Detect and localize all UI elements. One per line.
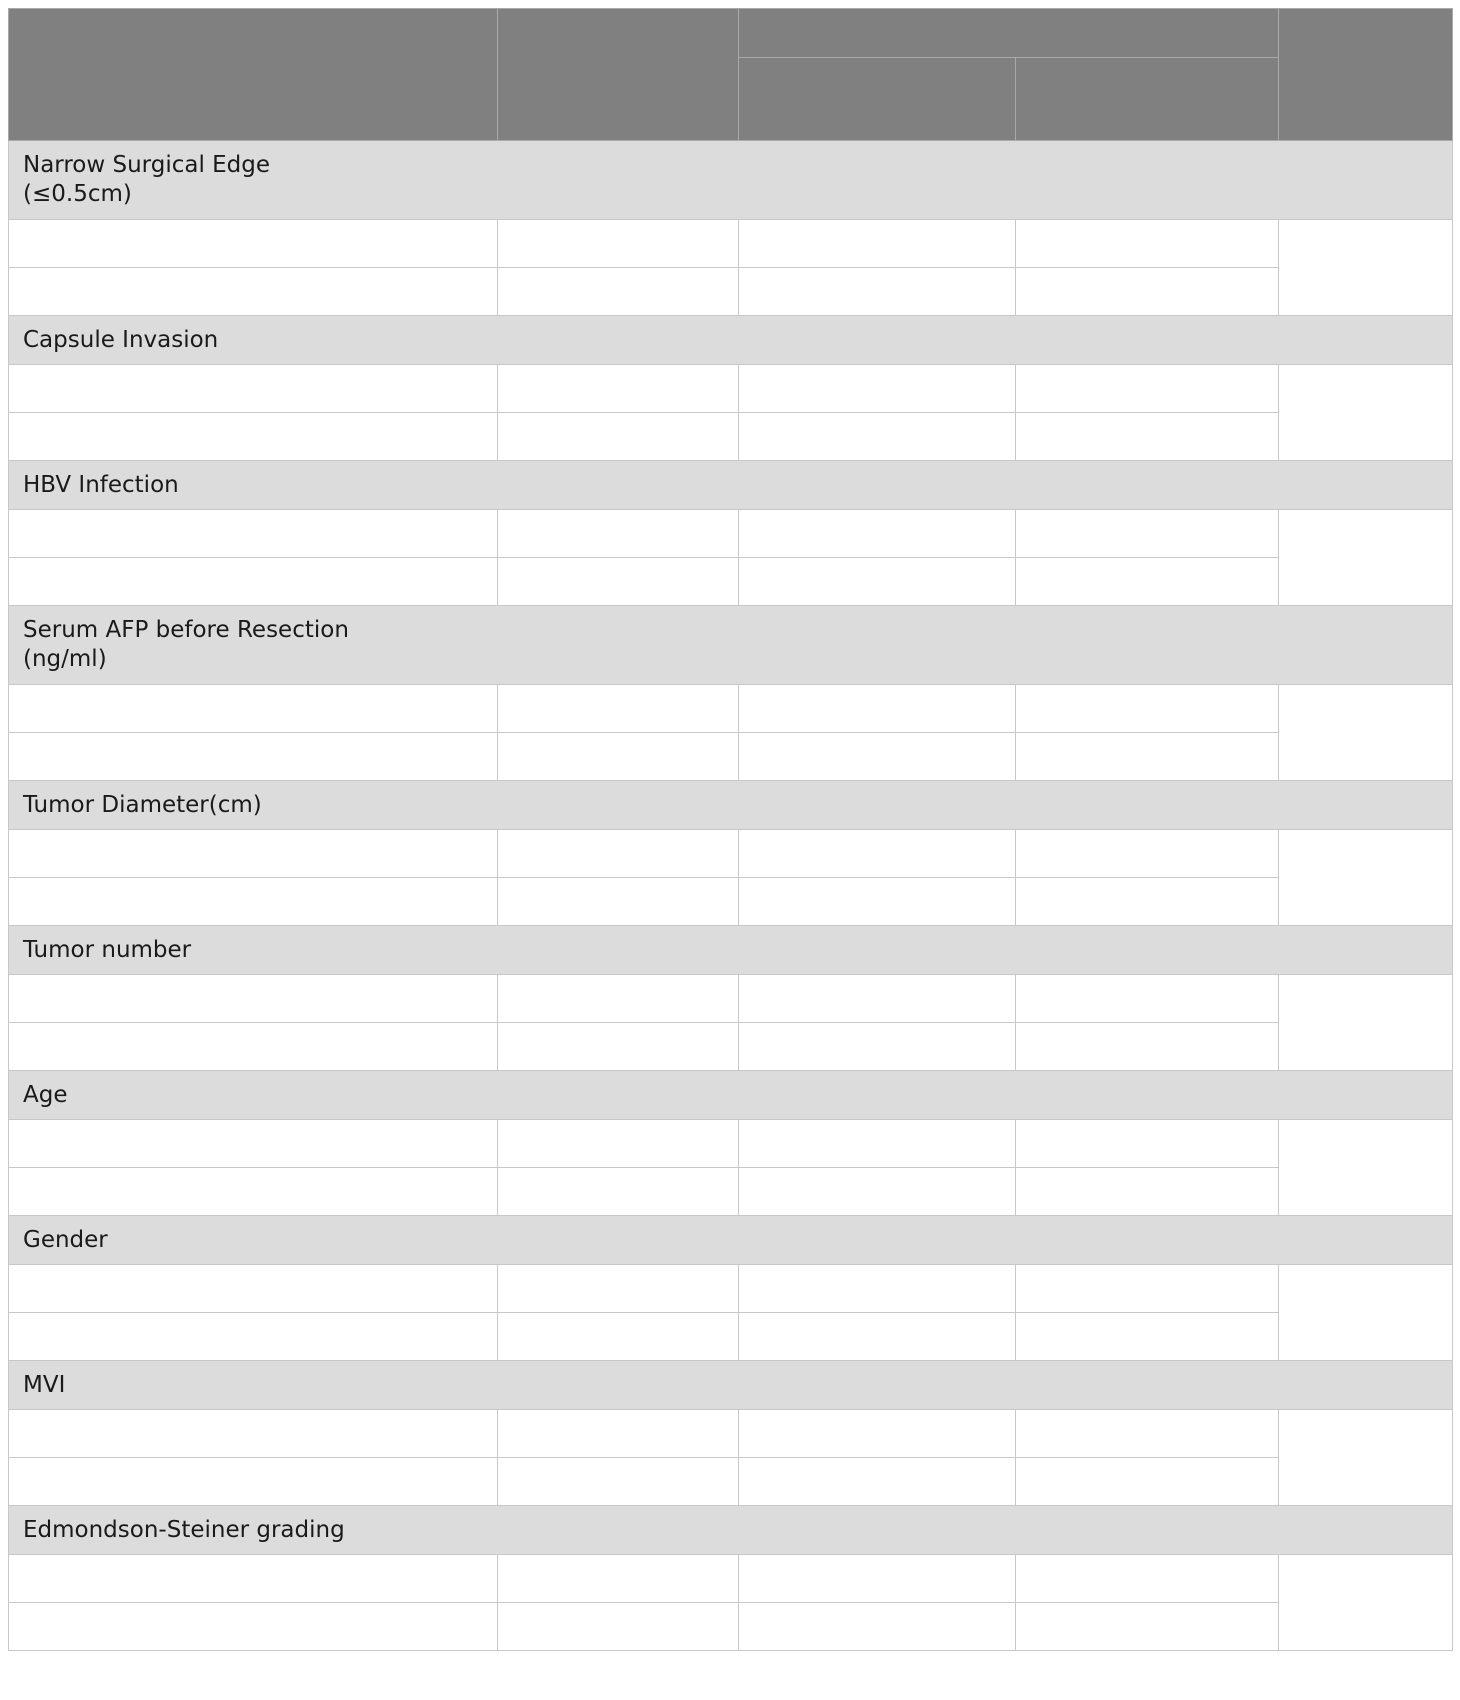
cell-low [1016, 1120, 1279, 1168]
header-cases [498, 9, 739, 141]
cell-label [9, 365, 498, 413]
group-title: Tumor number [9, 926, 1453, 975]
cell-high [739, 733, 1016, 781]
cell-low [1016, 1168, 1279, 1216]
cell-high [739, 558, 1016, 606]
cell-cases [498, 1265, 739, 1313]
table-body [9, 141, 1453, 1651]
table-row [9, 510, 1453, 558]
cell-label [9, 830, 498, 878]
cell-cases [498, 1168, 739, 1216]
table-header [9, 9, 1453, 141]
table-row [9, 1555, 1453, 1603]
cell-low [1016, 1458, 1279, 1506]
group-header-row [9, 926, 1453, 975]
cell-label [9, 1603, 498, 1651]
p-value-cell [1279, 365, 1453, 461]
table-row [9, 220, 1453, 268]
p-value-cell [1279, 1120, 1453, 1216]
cell-high [739, 1120, 1016, 1168]
p-value-cell [1279, 830, 1453, 926]
group-header-row [9, 781, 1453, 830]
cell-high [739, 220, 1016, 268]
cell-high [739, 878, 1016, 926]
cell-high [739, 510, 1016, 558]
cell-low [1016, 413, 1279, 461]
table-row [9, 1265, 1453, 1313]
table-row [9, 830, 1453, 878]
cell-cases [498, 1555, 739, 1603]
cell-cases [498, 1120, 739, 1168]
cell-high [739, 685, 1016, 733]
p-value-cell [1279, 510, 1453, 606]
cell-label [9, 1458, 498, 1506]
table-row [9, 1168, 1453, 1216]
cell-label [9, 1168, 498, 1216]
cell-low [1016, 878, 1279, 926]
group-header-row [9, 141, 1453, 220]
cell-high [739, 830, 1016, 878]
cell-cases [498, 365, 739, 413]
table-row [9, 733, 1453, 781]
p-value-cell [1279, 975, 1453, 1071]
cell-high [739, 1313, 1016, 1361]
cell-low [1016, 1313, 1279, 1361]
cell-high [739, 975, 1016, 1023]
p-value-cell [1279, 220, 1453, 316]
group-header-row [9, 1506, 1453, 1555]
cell-cases [498, 975, 739, 1023]
cell-high [739, 1603, 1016, 1651]
group-title: HBV Infection [9, 461, 1453, 510]
cell-label [9, 268, 498, 316]
cell-high [739, 1410, 1016, 1458]
header-il41-high [739, 58, 1016, 141]
cell-high [739, 413, 1016, 461]
cell-cases [498, 413, 739, 461]
cell-cases [498, 1313, 739, 1361]
group-title: Narrow Surgical Edge (≤0.5cm) [9, 141, 1453, 220]
table-row [9, 685, 1453, 733]
cell-label [9, 413, 498, 461]
cell-cases [498, 830, 739, 878]
cell-cases [498, 1023, 739, 1071]
cell-low [1016, 1265, 1279, 1313]
cell-label [9, 878, 498, 926]
table-container [8, 8, 1452, 1659]
cell-label [9, 685, 498, 733]
table-row [9, 878, 1453, 926]
group-header-row [9, 606, 1453, 685]
table-row [9, 1410, 1453, 1458]
header-il41-low [1016, 58, 1279, 141]
cell-high [739, 1458, 1016, 1506]
p-value-cell [1279, 1410, 1453, 1506]
cell-low [1016, 558, 1279, 606]
group-title: Gender [9, 1216, 1453, 1265]
header-features [9, 9, 498, 141]
cell-cases [498, 1410, 739, 1458]
group-header-row [9, 1216, 1453, 1265]
header-p-value [1279, 9, 1453, 141]
cell-low [1016, 1410, 1279, 1458]
cell-label [9, 1120, 498, 1168]
cell-cases [498, 510, 739, 558]
group-title: MVI [9, 1361, 1453, 1410]
cell-cases [498, 1458, 739, 1506]
group-header-row [9, 461, 1453, 510]
cell-high [739, 1555, 1016, 1603]
cell-low [1016, 1603, 1279, 1651]
cell-high [739, 1023, 1016, 1071]
table-row [9, 1603, 1453, 1651]
table-row [9, 1458, 1453, 1506]
table-row [9, 365, 1453, 413]
cell-low [1016, 220, 1279, 268]
table-row [9, 268, 1453, 316]
cell-cases [498, 268, 739, 316]
table-row [9, 413, 1453, 461]
header-expression [739, 9, 1279, 58]
cell-high [739, 1265, 1016, 1313]
group-title: Capsule Invasion [9, 316, 1453, 365]
cell-cases [498, 220, 739, 268]
cell-cases [498, 685, 739, 733]
clinicopathological-table [8, 8, 1453, 1651]
cell-label [9, 1023, 498, 1071]
cell-label [9, 975, 498, 1023]
group-header-row [9, 1071, 1453, 1120]
group-header-row [9, 316, 1453, 365]
cell-low [1016, 975, 1279, 1023]
cell-label [9, 1313, 498, 1361]
group-title: Serum AFP before Resection (ng/ml) [9, 606, 1453, 685]
cell-label [9, 558, 498, 606]
p-value-cell [1279, 1265, 1453, 1361]
group-title: Tumor Diameter(cm) [9, 781, 1453, 830]
cell-label [9, 510, 498, 558]
cell-cases [498, 733, 739, 781]
group-title: Age [9, 1071, 1453, 1120]
cell-label [9, 1410, 498, 1458]
cell-high [739, 268, 1016, 316]
cell-low [1016, 510, 1279, 558]
cell-low [1016, 685, 1279, 733]
cell-label [9, 1555, 498, 1603]
table-row [9, 558, 1453, 606]
cell-low [1016, 365, 1279, 413]
cell-high [739, 1168, 1016, 1216]
cell-low [1016, 1555, 1279, 1603]
table-row [9, 1023, 1453, 1071]
cell-low [1016, 733, 1279, 781]
cell-cases [498, 878, 739, 926]
p-value-cell [1279, 1555, 1453, 1651]
cell-cases [498, 558, 739, 606]
cell-low [1016, 268, 1279, 316]
group-header-row [9, 1361, 1453, 1410]
cell-cases [498, 1603, 739, 1651]
cell-low [1016, 1023, 1279, 1071]
table-row [9, 1313, 1453, 1361]
table-row [9, 1120, 1453, 1168]
cell-high [739, 365, 1016, 413]
group-title: Edmondson-Steiner grading [9, 1506, 1453, 1555]
table-row [9, 975, 1453, 1023]
cell-low [1016, 830, 1279, 878]
cell-label [9, 1265, 498, 1313]
cell-label [9, 220, 498, 268]
p-value-cell [1279, 685, 1453, 781]
cell-label [9, 733, 498, 781]
